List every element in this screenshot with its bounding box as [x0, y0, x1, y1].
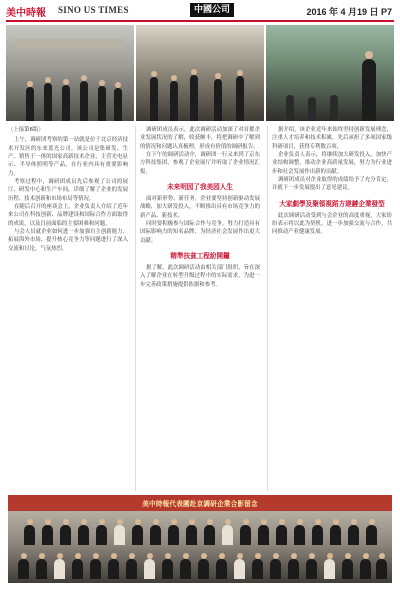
newspaper-english-name: SINO US TIMES: [58, 5, 129, 15]
front-row: [14, 553, 386, 579]
delegation-visit-photo: [136, 25, 264, 121]
article-column-2: [140, 126, 260, 491]
masthead: [0, 0, 400, 22]
group-photo-banner: 美中時報代表團赴京調研企業合影留念: [142, 500, 258, 508]
paragraph: 据介绍，该企业近年来始终坚持创新发展理念，注重人才培养和技术积累，先后承担了多项国家级科研项目，获得专利数百项。: [272, 127, 392, 150]
paragraph: 据了解，此次调研活动由相关部门组织，旨在深入了解企业在转型升级过程中的实际需求，为进一步完善政策措施提供依据和参考。: [140, 265, 260, 288]
section-title: 中國公司: [190, 3, 234, 17]
paragraph: 上午，调研团考察的第一站就是位于北京经济技术开发区的东来蓝光公司。该公司是集研发、生产、销售于一体的国家高新技术企业，主营光电显示、半导体照明等产品，在行业内具有重要影响力。: [8, 137, 128, 177]
paragraph: 面对新形势、新任务，企业要坚持创新驱动发展战略，加大研发投入，不断推出具有市场竞争力的新产品、新技术。: [140, 196, 260, 219]
subheading: 大家劇學及聚領視蹈方建鏈企業發型: [279, 199, 385, 208]
subheading: 未来明园了我美园人生: [167, 183, 233, 192]
paragraph: 调研团成员对企业取得的成绩给予了充分肯定，并就下一步发展提出了意见建议。: [272, 177, 392, 192]
article-column-3: [272, 126, 392, 491]
masthead-rule: [6, 20, 394, 22]
subheading: 精準扶貧工程紛開鑼: [170, 252, 230, 261]
paragraph: 企业负责人表示，将继续加大研发投入，加快产业结构调整，推动企业高质量发展，努力为行业进步和社会发展作出新的贡献。: [272, 152, 392, 175]
group-photo: [8, 495, 392, 583]
ceiling-strip: [16, 39, 124, 47]
paragraph: 调研团成员表示，此次调研活动加深了对首都企业发展状况的了解，收获颇丰，将把调研中了解到的情况和问题认真梳理，形成有价值的调研报告。: [140, 127, 260, 150]
newspaper-logo: 美中時報: [6, 8, 46, 19]
paragraph: 与会人员就企业如何进一步加强自主创新能力、拓展海外市场、提升核心竞争力等问题进行了深入交流和讨论，气氛热烈。: [8, 228, 128, 252]
exhibition-hall-photo: [6, 25, 134, 121]
continuation-note: （上接第6版）: [8, 127, 44, 133]
paragraph: 此次调研活动受到与会企业的高度重视，大家纷纷表示将以此为契机，进一步加强交流与合作，共同推动产业健康发展。: [272, 212, 392, 236]
column-divider: [135, 126, 136, 491]
speaker-photo: [266, 25, 394, 121]
paragraph: 在随后召开的座谈会上，企业负责人介绍了近年来公司在科技创新、品牌建设和国际合作方面取得的成果，以及目前面临的主要困难和问题。: [8, 203, 128, 227]
paragraph: 在下午的调研活动中，调研团一行又来到了京东方科技集团，参观了企业展厅并听取了企业情况汇报。: [140, 152, 260, 175]
article-column-1: [8, 126, 128, 491]
column-divider: [267, 126, 268, 491]
back-row: [14, 519, 386, 545]
issue-date-page: 2016 年 4 月19 日 P7: [306, 7, 392, 17]
paragraph: 考察过程中，调研团成员先后参观了公司的展厅、研发中心和生产车间，详细了解了企业的发展历程、技术创新和市场布局等情况。: [8, 178, 128, 202]
paragraph: 同时要积极参与国际合作与竞争，努力打造具有国际影响力的知名品牌，为经济社会发展作出更大贡献。: [140, 221, 260, 244]
